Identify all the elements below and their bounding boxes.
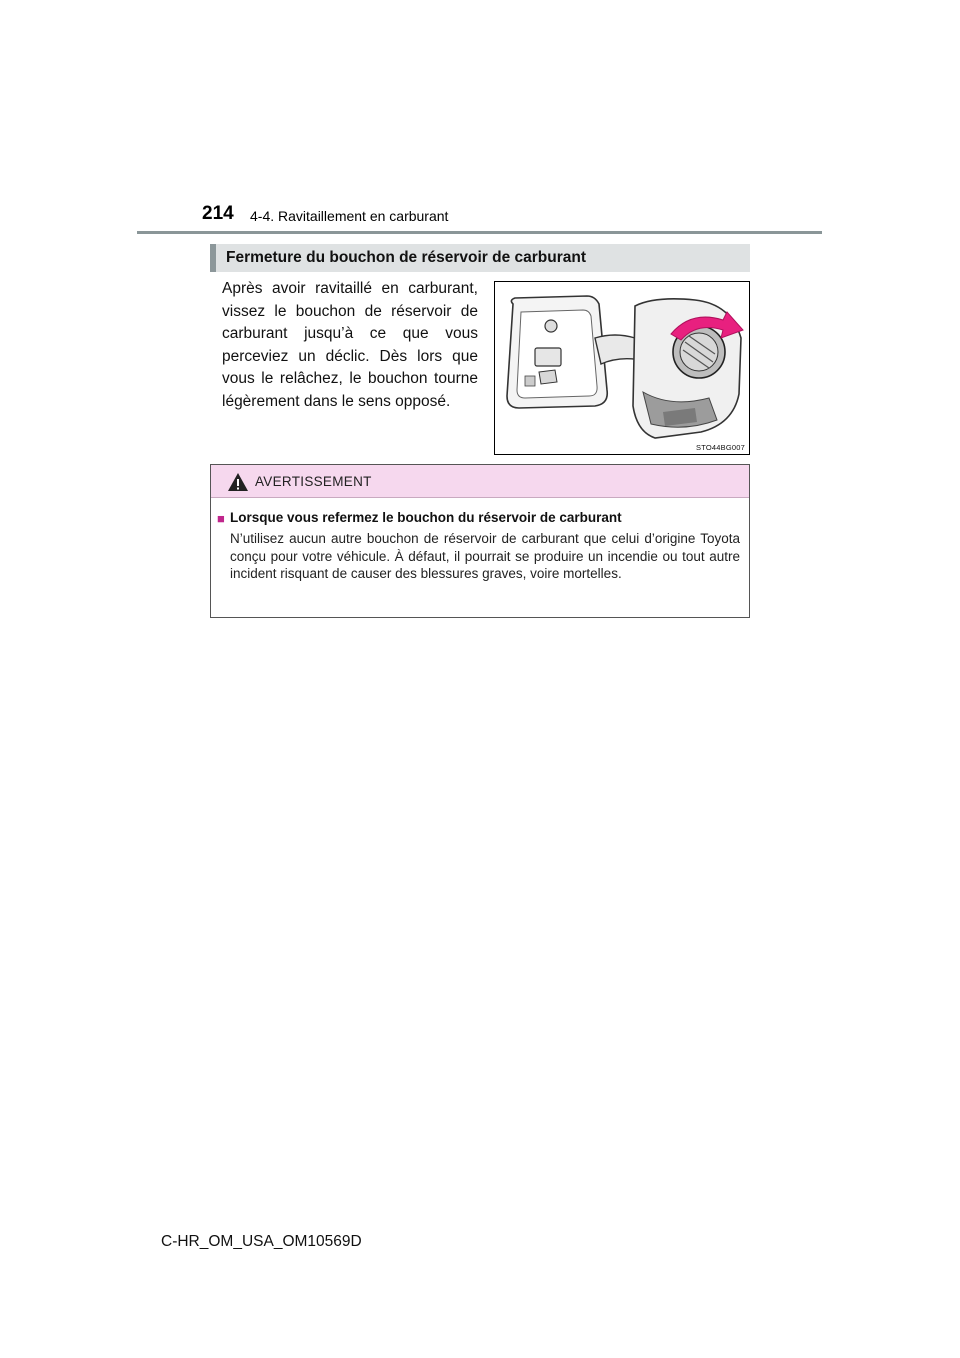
section-heading-text: Fermeture du bouchon de réservoir de carburant [226, 249, 587, 266]
instruction-paragraph: Après avoir ravitaillé en carburant, vissez le bouchon de réservoir de carburant jusqu’à ce que vous perceviez un déclic. Dès lors que vous le relâchez, le bouchon tourne légèrement dans le sens opposé. [222, 280, 478, 410]
fuel-cap-figure [494, 281, 750, 455]
warning-text: N’utilisez aucun autre bouchon de réservoir de carburant que celui d’origine Toyota conçu pour votre véhicule. À défaut, il pourrait se produire un incendie ou tout autre incident risquant de causer des blessures graves, voire mortelles. [230, 531, 740, 582]
warning-title: AVERTISSEMENT [255, 474, 372, 489]
section-reference: 4-4. Ravitaillement en carburant [250, 208, 449, 224]
warning-triangle-icon [227, 472, 249, 492]
warning-header [211, 465, 749, 498]
warning-box [210, 464, 750, 618]
document-id: C-HR_OM_USA_OM10569D [161, 1233, 362, 1250]
section-heading [210, 244, 750, 272]
fuel-cap-illustration [495, 282, 749, 454]
warning-bullet: ■ [217, 511, 225, 526]
warning-subheading: Lorsque vous refermez le bouchon du réservoir de carburant [230, 510, 622, 525]
header-rule [137, 231, 822, 234]
figure-code: STO44BG007 [696, 443, 745, 452]
page-number: 214 [202, 203, 234, 224]
